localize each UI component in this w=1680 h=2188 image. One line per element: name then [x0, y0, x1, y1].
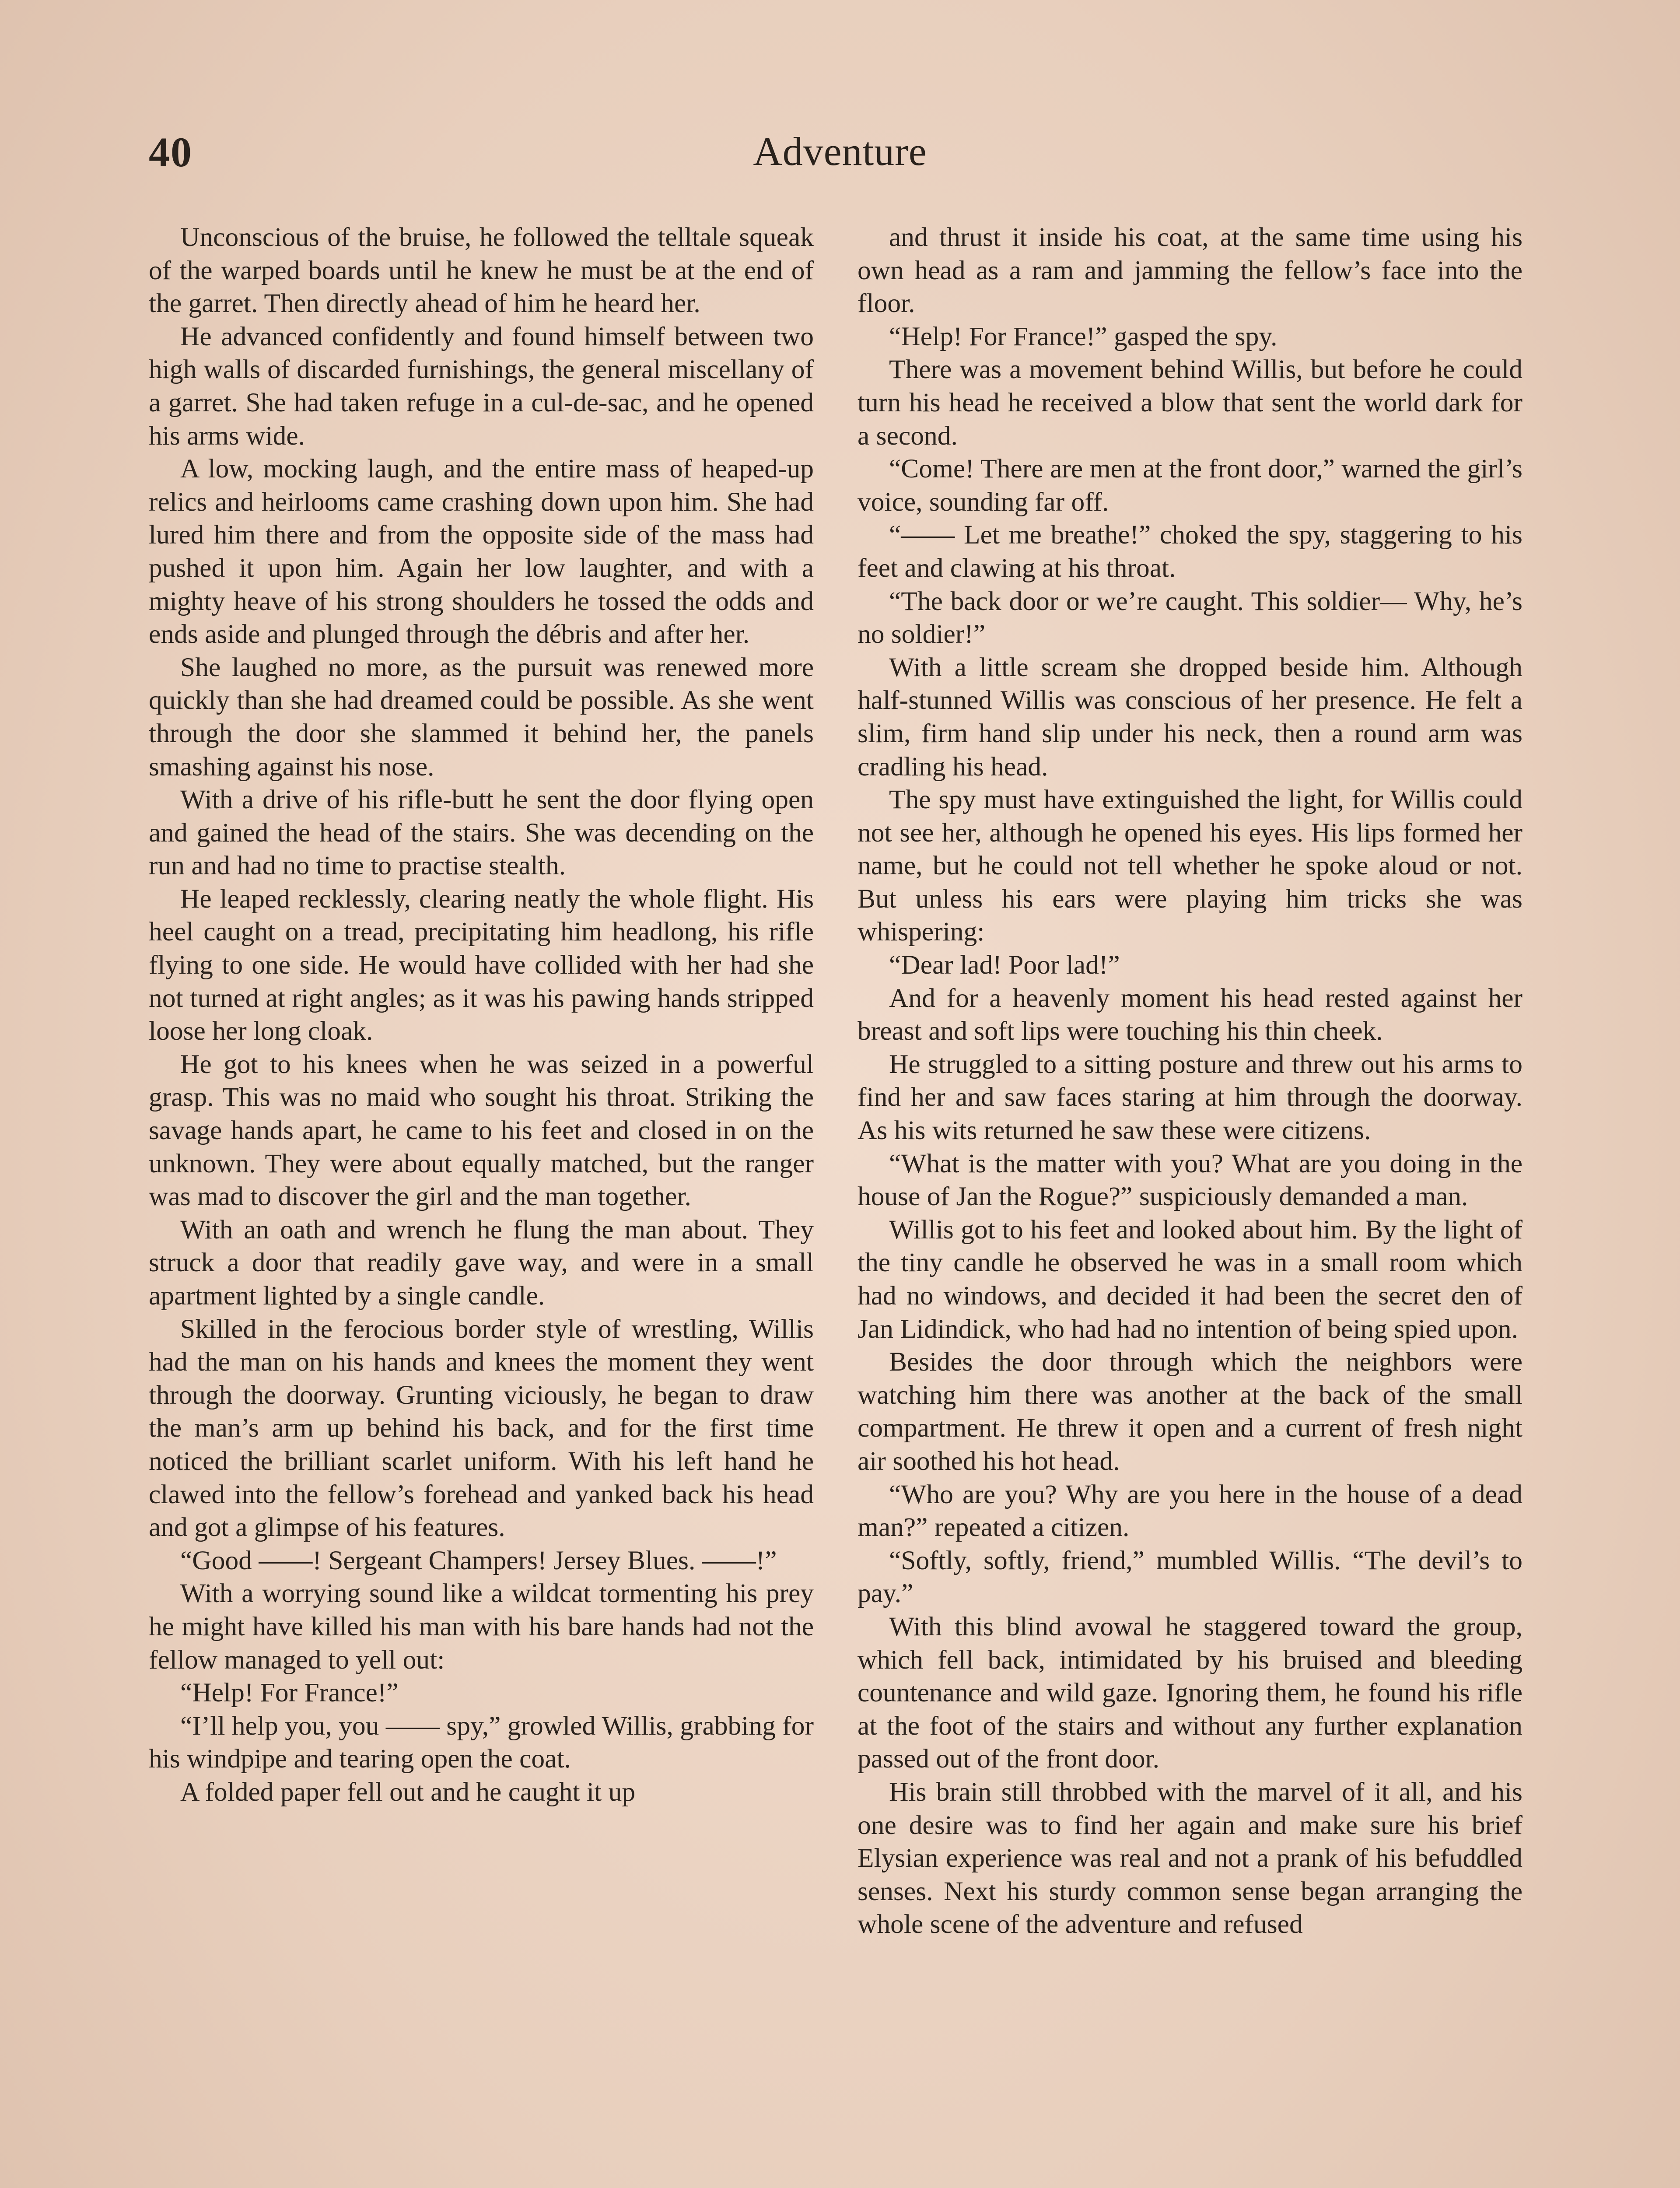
paragraph: And for a heavenly moment his head rested against her breast and soft lips were touching his thin cheek.: [858, 983, 1522, 1046]
paragraph: “Help! For France!” gasped the spy.: [889, 321, 1278, 351]
paragraph: “I’ll help you, you —— spy,” growled Willis, grabbing for his windpipe and tearing open the coat.: [149, 1711, 814, 1774]
paragraph: With this blind avowal he staggered toward the group, which fell back, intimidated by his bruised and bleeding countenance and wild gaze. Ignoring them, he found his rifle at the foot of the stairs and without any further explanation passed out of the front door.: [858, 1611, 1522, 1774]
right-column: [858, 221, 1522, 2188]
running-title: Adventure: [753, 129, 927, 174]
paragraph: He got to his knees when he was seized in a powerful grasp. This was no maid who sought his throat. Striking the savage hands apart, he came to his feet and closed in on the unknown. They were about equally matched, but the ranger was mad to discover the girl and the man together.: [149, 1049, 814, 1212]
paragraph: With a worrying sound like a wildcat tormenting his prey he might have killed his man with his bare hands had not the fellow managed to yell out:: [149, 1578, 814, 1675]
paragraph: With an oath and wrench he flung the man about. They struck a door that readily gave way, and were in a small apartment lighted by a single candle.: [149, 1214, 814, 1311]
paragraph: “What is the matter with you? What are you doing in the house of Jan the Rogue?” suspiciously demanded a man.: [858, 1148, 1522, 1212]
paragraph: Skilled in the ferocious border style of wrestling, Willis had the man on his hands and knees the moment they went through the doorway. Grunting viciously, he began to draw the man’s arm up behind his back, and for the first time noticed the brilliant scarlet uniform. With his left hand he clawed into the fellow’s forehead and yanked back his head and got a glimpse of his features.: [149, 1314, 814, 1543]
paragraph: Unconscious of the bruise, he followed the telltale squeak of the warped boards until he knew he must be at the end of the garret. Then directly ahead of him he heard her.: [149, 222, 814, 319]
paragraph: “Help! For France!”: [180, 1678, 399, 1708]
paragraph: She laughed no more, as the pursuit was renewed more quickly than she had dreamed could be possible. As she went through the door she slammed it behind her, the panels smashing against his nose.: [149, 652, 814, 782]
paragraph: “Who are you? Why are you here in the house of a dead man?” repeated a citizen.: [858, 1479, 1522, 1543]
paragraph: A low, mocking laugh, and the entire mass of heaped-up relics and heirlooms came crashing down upon him. She had lured him there and from the opposite side of the mass had pushed it upon him. Again her low laughter, and with a mighty heave of his strong shoulders he tossed the odds and ends aside and plunged through the débris and after her.: [149, 454, 814, 649]
paragraph: With a drive of his rifle-butt he sent the door flying open and gained the head of the stairs. She was decending on the run and had no time to practise stealth.: [149, 785, 814, 881]
paragraph: He advanced confidently and found himself between two high walls of discarded furnishings, the general miscellany of a garret. She had taken refuge in a cul-de-sac, and he opened his arms wide.: [149, 321, 814, 451]
paragraph: Besides the door through which the neighbors were watching him there was another at the back of the small compartment. He threw it open and a current of fresh night air soothed his hot head.: [858, 1347, 1522, 1476]
paragraph: Willis got to his feet and looked about him. By the light of the tiny candle he observed he was in a small room which had no windows, and decided it had been the secret den of Jan Lidindick, who had had no intention of being spied upon.: [858, 1214, 1522, 1344]
paragraph: His brain still throbbed with the marvel of it all, and his one desire was to find her again and make sure his brief Elysian experience was real and not a prank of his befuddled senses. Next his sturdy common sense began arranging the whole scene of the adventure and refused: [858, 1777, 1522, 1939]
paragraph: “—— Let me breathe!” choked the spy, staggering to his feet and clawing at his throat.: [858, 520, 1522, 583]
paragraph: and thrust it inside his coat, at the same time using his own head as a ram and jamming the fellow’s face into the floor.: [858, 222, 1522, 319]
paragraph: A folded paper fell out and he caught it up: [180, 1777, 636, 1807]
page-header: [0, 0, 1680, 228]
paragraph: “The back door or we’re caught. This soldier— Why, he’s no soldier!”: [858, 586, 1522, 649]
paragraph: “Softly, softly, friend,” mumbled Willis. “The devil’s to pay.”: [858, 1545, 1522, 1609]
paragraph: “Come! There are men at the front door,” warned the girl’s voice, sounding far off.: [858, 454, 1522, 517]
paragraph: There was a movement behind Willis, but before he could turn his head he received a blow that sent the world dark for a second.: [858, 354, 1522, 451]
paragraph: With a little scream she dropped beside him. Although half-stunned Willis was conscious of her presence. He felt a slim, firm hand slip under his neck, then a round arm was cradling his head.: [858, 652, 1522, 782]
paragraph: The spy must have extinguished the light, for Willis could not see her, although he opened his eyes. His lips formed her name, but he could not tell whether he spoke aloud or not. But unless his ears were playing him tricks she was whispering:: [858, 785, 1522, 947]
paragraph: He leaped recklessly, clearing neatly the whole flight. His heel caught on a tread, precipitating him headlong, his rifle flying to one side. He would have collided with her had she not turned at right angles; as it was his pawing hands stripped loose her long cloak.: [149, 884, 814, 1046]
paragraph: He struggled to a sitting posture and threw out his arms to find her and saw faces staring at him through the doorway. As his wits returned he saw these were citizens.: [858, 1049, 1522, 1146]
left-column: [149, 221, 814, 2188]
page-number: 40: [149, 129, 192, 175]
paragraph: “Dear lad! Poor lad!”: [889, 950, 1120, 980]
paragraph: “Good ——! Sergeant Champers! Jersey Blues. ——!”: [180, 1545, 777, 1575]
body-text: [149, 221, 1531, 2188]
